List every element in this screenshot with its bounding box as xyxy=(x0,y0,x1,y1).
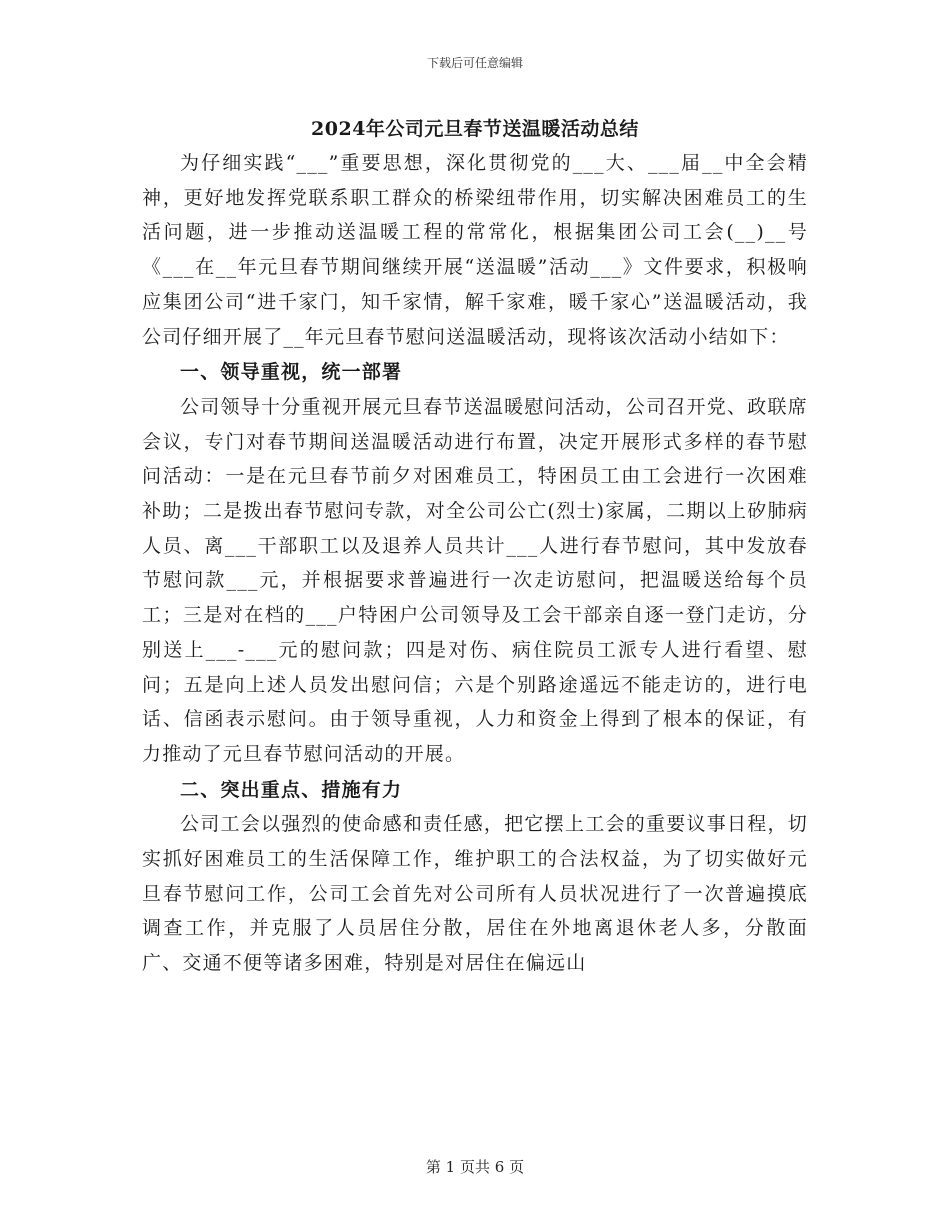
page-number-footer: 第 1 页共 6 页 xyxy=(425,1158,525,1176)
section-2-paragraph: 公司工会以强烈的使命感和责任感，把它摆上工会的重要议事日程，切实抓好困难员工的生活保障工作，维护职工的合法权益，为了切实做好元旦春节慰问工作，公司工会首先对公司所有人员状况进行了一次普遍摸底调查工作，并克服了人员居住分散，居住在外地离退休老人多，分散面广、交通不便等诸多困难，特别是对居住在偏远山 xyxy=(142,813,808,975)
document-title: 2024年公司元旦春节送温暖活动总结 xyxy=(311,118,639,140)
header-note: 下载后可任意编辑 xyxy=(426,56,523,70)
document-body xyxy=(142,114,808,981)
section-1-paragraph: 公司领导十分重视开展元旦春节送温暖慰问活动，公司召开党、政联席会议，专门对春节期间送温暖活动进行布置，决定开展形式多样的春节慰问活动：一是在元旦春节前夕对困难员工，特困员工由工会进行一次困难补助；二是拨出春节慰问专款，对全公司公亡(烈士)家属，二期以上矽肺病人员、离___干部职工以及退养人员共计___人进行春节慰问，其中发放春节慰问款___元，并根据要求普遍进行一次走访慰问，把温暖送给每个员工；三是对在档的___户特困户公司领导及工会干部亲自逐一登门走访，分别送上___-___元的慰问款；四是对伤、病住院员工派专人进行看望、慰问；五是向上述人员发出慰问信；六是个别路途遥远不能走访的，进行电话、信函表示慰问。由于领导重视，人力和资金上得到了根本的保证，有力推动了元旦春节慰问活动的开展。 xyxy=(142,395,808,765)
section-2-heading: 二、突出重点、措施有力 xyxy=(180,778,403,801)
section-1-heading: 一、领导重视，统一部署 xyxy=(180,361,403,384)
intro-paragraph: 为仔细实践“___”重要思想，深化贯彻党的___大、___届__中全会精神，更好地发挥党联系职工群众的桥梁纽带作用，切实解决困难员工的生活问题，进一步推动送温暖工程的常常化，根据集团公司工会(__)__号《___在__年元旦春节期间继续开展“送温暖”活动___》文件要求，积极响应集团公司“进千家门，知千家情，解千家难，暖千家心”送温暖活动，我公司仔细开展了__年元旦春节慰问送温暖活动，现将该次活动小结如下： xyxy=(142,152,808,348)
